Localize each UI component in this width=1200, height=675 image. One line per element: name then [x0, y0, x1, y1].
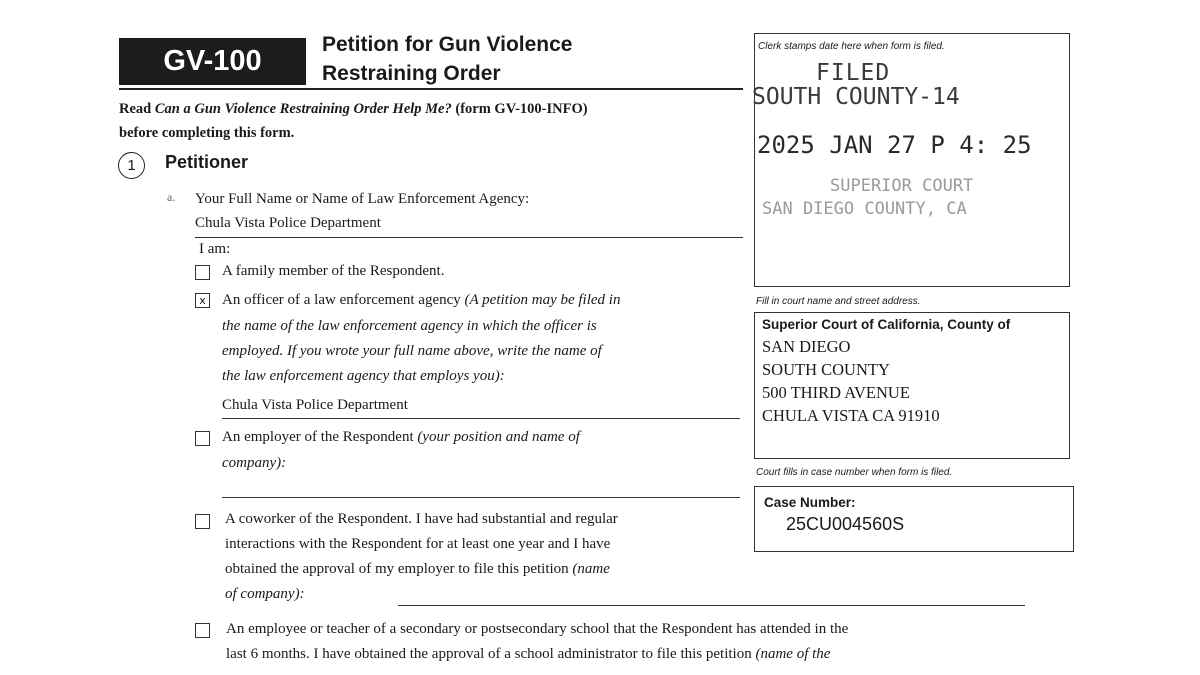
coworker-line1: A coworker of the Respondent. I have had substantial and regular: [225, 511, 618, 527]
officer-note-line2: the name of the law enforcement agency in which the officer is: [222, 318, 597, 334]
employer-label-text: An employer of the Respondent: [222, 429, 414, 445]
intro-line1: [119, 101, 588, 118]
stamp-county-state: SAN DIEGO COUNTY, CA: [762, 199, 967, 219]
case-number-caption: Court fills in case number when form is filed.: [756, 467, 953, 478]
form-title-line1: Petition for Gun Violence: [322, 33, 573, 56]
coworker-checkbox[interactable]: [195, 514, 210, 529]
court-address-caption: Fill in court name and street address.: [756, 296, 921, 307]
stamp-court: SUPERIOR COURT: [830, 176, 974, 196]
header-divider: [119, 88, 743, 90]
court-line-1: SAN DIEGO: [762, 337, 851, 356]
form-title-line2: Restraining Order: [322, 62, 501, 85]
agency-name-field[interactable]: Chula Vista Police Department: [222, 397, 408, 413]
coworker-line2: interactions with the Respondent for at least one year and I have: [225, 536, 611, 552]
item-a-label: Your Full Name or Name of Law Enforcement Agency:: [195, 191, 530, 207]
officer-checkbox[interactable]: x: [195, 293, 210, 308]
coworker-line3: [225, 561, 610, 578]
school-line2-text: last 6 months. I have obtained the approval of a school administrator to file this petition: [226, 646, 752, 662]
school-line2: [226, 646, 830, 663]
officer-note-line3: employed. If you wrote your full name above, write the name of: [222, 343, 602, 359]
employer-note-line1: (your position and name of: [417, 429, 580, 445]
name-underline: [195, 237, 743, 238]
officer-label-text: An officer of a law enforcement agency: [222, 292, 461, 308]
info-title: Can a Gun Violence Restraining Order Help Me?: [154, 101, 452, 117]
school-line1: An employee or teacher of a secondary or postsecondary school that the Respondent has attended in the: [226, 621, 849, 637]
coworker-note-line1: (name: [572, 561, 610, 577]
info-form: (form GV-100-INFO): [451, 101, 588, 117]
officer-label: [222, 292, 620, 309]
coworker-line3-text: obtained the approval of my employer to file this petition: [225, 561, 569, 577]
intro-read: Read: [119, 101, 155, 117]
court-label: Superior Court of California, County of: [762, 317, 1011, 332]
case-number-value: 25CU004560S: [786, 514, 905, 534]
coworker-note-line2: of company):: [225, 586, 305, 602]
court-line-2: SOUTH COUNTY: [762, 360, 890, 379]
stamp-county: SOUTH COUNTY-14: [752, 84, 960, 110]
employer-note-line2: company):: [222, 455, 287, 471]
stamp-filed: FILED: [816, 60, 891, 86]
school-employee-checkbox[interactable]: [195, 623, 210, 638]
item-a-letter: a.: [167, 190, 176, 204]
section-number: 1: [118, 152, 145, 179]
stamp-date: 2025 JAN 27 P 4: 25: [757, 131, 1032, 159]
agency-underline: [222, 418, 740, 419]
i-am-label: I am:: [199, 241, 231, 257]
form-code-badge: GV-100: [119, 38, 306, 85]
family-member-label: A family member of the Respondent.: [222, 263, 445, 279]
clerk-stamp-caption: Clerk stamps date here when form is filed.: [758, 41, 945, 52]
intro-line2: before completing this form.: [119, 125, 295, 141]
clerk-stamp-box: [754, 33, 1070, 287]
petitioner-name-field[interactable]: Chula Vista Police Department: [195, 215, 381, 231]
employer-label: [222, 429, 580, 446]
school-note-line1: (name of the: [755, 646, 831, 662]
section-title: Petitioner: [165, 152, 249, 172]
employer-checkbox[interactable]: [195, 431, 210, 446]
court-line-4: CHULA VISTA CA 91910: [762, 406, 940, 425]
employer-underline[interactable]: [222, 497, 740, 498]
family-member-checkbox[interactable]: [195, 265, 210, 280]
officer-note-line4: the law enforcement agency that employs you):: [222, 368, 505, 384]
court-line-3: 500 THIRD AVENUE: [762, 383, 910, 402]
coworker-underline[interactable]: [398, 605, 1025, 606]
case-number-label: Case Number:: [764, 495, 856, 510]
officer-note-line1: (A petition may be filed in: [464, 292, 621, 308]
